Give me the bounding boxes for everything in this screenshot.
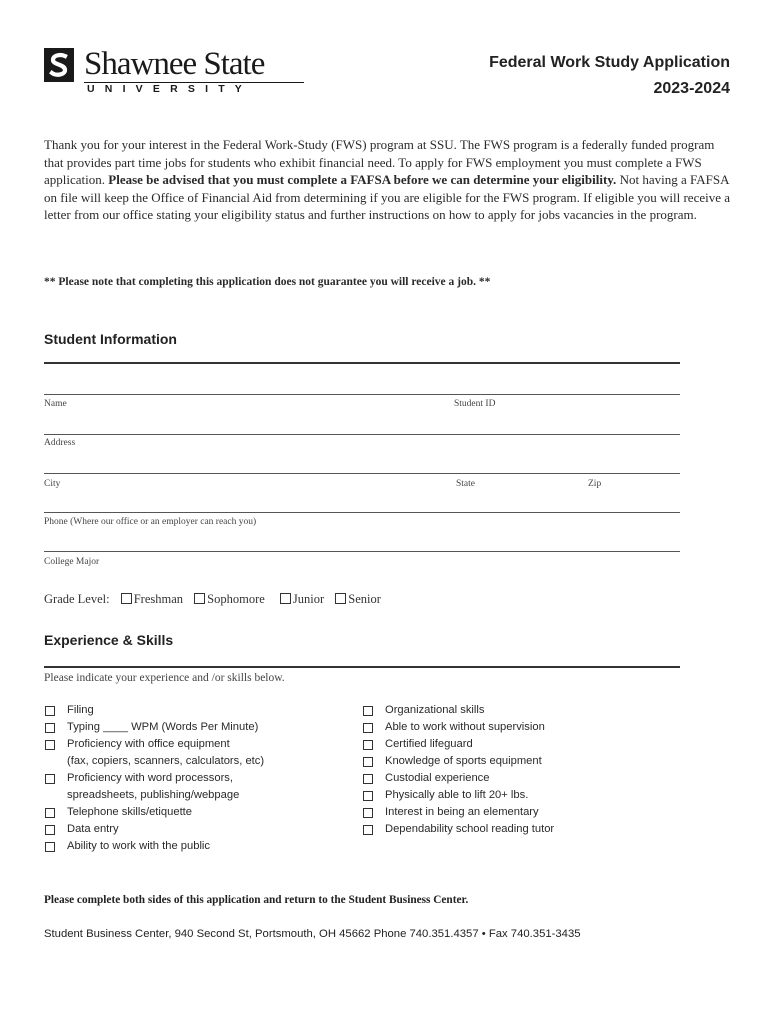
skill-unsupervised[interactable] bbox=[362, 719, 554, 736]
name-field-line[interactable] bbox=[44, 394, 680, 395]
skill-label: Certified lifeguard bbox=[385, 738, 473, 750]
checkbox[interactable] bbox=[45, 740, 55, 750]
senior-checkbox[interactable] bbox=[335, 593, 346, 604]
checkbox[interactable] bbox=[363, 825, 373, 835]
job-guarantee-note: ** Please note that completing this application does not guarantee you will receive a job. ** bbox=[44, 276, 491, 288]
skill-label: Filing bbox=[67, 704, 94, 716]
freshman-checkbox[interactable] bbox=[121, 593, 132, 604]
name-label: Name bbox=[44, 399, 67, 409]
sophomore-checkbox[interactable] bbox=[194, 593, 205, 604]
skill-elementary[interactable] bbox=[362, 804, 554, 821]
checkbox[interactable] bbox=[45, 723, 55, 733]
senior-label: Senior bbox=[348, 592, 381, 606]
skill-telephone[interactable] bbox=[44, 804, 264, 821]
skill-reading-tutor[interactable] bbox=[362, 821, 554, 838]
intro-bold-text: Please be advised that you must complete a FAFSA before we can determine your eligibility. bbox=[108, 172, 617, 187]
form-title bbox=[489, 50, 730, 102]
checkbox[interactable] bbox=[45, 706, 55, 716]
major-label: College Major bbox=[44, 557, 100, 567]
major-field-line[interactable] bbox=[44, 551, 680, 552]
ssu-mark-icon bbox=[44, 48, 74, 82]
checkbox[interactable] bbox=[363, 774, 373, 784]
student-info-heading: Student Information bbox=[44, 331, 177, 347]
junior-label: Junior bbox=[292, 592, 325, 606]
junior-checkbox[interactable] bbox=[280, 593, 291, 604]
student-info-rule bbox=[44, 362, 680, 364]
address-field-line[interactable] bbox=[44, 434, 680, 435]
experience-rule bbox=[44, 666, 680, 668]
skill-label: Knowledge of sports equipment bbox=[385, 755, 542, 767]
state-label: State bbox=[456, 479, 475, 489]
skill-label: Dependability school reading tutor bbox=[385, 823, 555, 835]
grade-level-row bbox=[44, 592, 383, 607]
skill-label: Proficiency with office equipment bbox=[67, 738, 230, 750]
return-instructions: Please complete both sides of this application and return to the Student Business Center. bbox=[44, 894, 469, 906]
skill-office-equipment-detail bbox=[44, 753, 264, 770]
logo-name: Shawnee State bbox=[84, 46, 265, 82]
skill-label: Proficiency with word processors, bbox=[67, 772, 234, 784]
skill-word-processors[interactable] bbox=[44, 770, 264, 787]
skill-label-cont: spreadsheets, publishing/webpage bbox=[67, 789, 240, 801]
intro-paragraph bbox=[44, 136, 734, 224]
student-id-label: Student ID bbox=[454, 399, 496, 409]
skill-filing[interactable] bbox=[44, 702, 264, 719]
sophomore-label: Sophomore bbox=[207, 592, 265, 606]
checkbox[interactable] bbox=[45, 825, 55, 835]
skill-word-processors-detail bbox=[44, 787, 264, 804]
address-label: Address bbox=[44, 438, 76, 448]
grade-level-label: Grade Level: bbox=[44, 592, 110, 606]
skill-label: Data entry bbox=[67, 823, 119, 835]
checkbox[interactable] bbox=[363, 706, 373, 716]
skill-label: Organizational skills bbox=[385, 704, 485, 716]
intro-text-2: Not having a FAFSA on file will keep the Office of Financial Aid from determining if you are eligible for the FWS program. If eligible you will receive a letter from our office stating your eligibility status and further instructions on how to apply for jobs vacancies in the program. bbox=[44, 172, 731, 222]
skill-label: Ability to work with the public bbox=[67, 840, 211, 852]
skill-organizational[interactable] bbox=[362, 702, 554, 719]
experience-instructions: Please indicate your experience and /or skills below. bbox=[44, 672, 285, 684]
office-contact: Student Business Center, 940 Second St, Portsmouth, OH 45662 Phone 740.351.4357 • Fax 740.351-3435 bbox=[44, 928, 581, 940]
phone-label: Phone (Where our office or an employer can reach you) bbox=[44, 517, 257, 527]
skills-right-column bbox=[362, 702, 554, 838]
skill-label: Typing ____ WPM (Words Per Minute) bbox=[67, 721, 259, 733]
checkbox[interactable] bbox=[363, 757, 373, 767]
checkbox[interactable] bbox=[363, 740, 373, 750]
skill-sports-equipment[interactable] bbox=[362, 753, 554, 770]
phone-field-line[interactable] bbox=[44, 512, 680, 513]
skill-label: Telephone skills/etiquette bbox=[67, 806, 193, 818]
skills-left-column bbox=[44, 702, 264, 855]
skill-label: Custodial experience bbox=[385, 772, 490, 784]
skill-office-equipment[interactable] bbox=[44, 736, 264, 753]
checkbox[interactable] bbox=[45, 808, 55, 818]
skill-label-cont: (fax, copiers, scanners, calculators, etc) bbox=[67, 755, 265, 767]
skill-label: Able to work without supervision bbox=[385, 721, 545, 733]
experience-heading: Experience & Skills bbox=[44, 632, 174, 648]
city-label: City bbox=[44, 479, 61, 489]
checkbox[interactable] bbox=[363, 808, 373, 818]
checkbox[interactable] bbox=[45, 774, 55, 784]
skill-typing[interactable] bbox=[44, 719, 264, 736]
skill-label: Physically able to lift 20+ lbs. bbox=[385, 789, 529, 801]
checkbox[interactable] bbox=[45, 842, 55, 852]
skill-data-entry[interactable] bbox=[44, 821, 264, 838]
checkbox[interactable] bbox=[363, 723, 373, 733]
skill-custodial[interactable] bbox=[362, 770, 554, 787]
skill-lift[interactable] bbox=[362, 787, 554, 804]
freshman-label: Freshman bbox=[133, 592, 184, 606]
intro-text-1: Thank you for your interest in the Federal Work-Study (FWS) program at SSU. The FWS program is a federally funded program that provides part time jobs for students who exhibit financial need. To apply for FWS employment you must complete a FWS application. bbox=[44, 137, 715, 187]
skill-label: Interest in being an elementary bbox=[385, 806, 539, 818]
university-logo bbox=[44, 44, 276, 96]
skill-lifeguard[interactable] bbox=[362, 736, 554, 753]
city-field-line[interactable] bbox=[44, 473, 680, 474]
zip-label: Zip bbox=[588, 479, 602, 489]
skill-public[interactable] bbox=[44, 838, 264, 855]
form-title-year: 2023-2024 bbox=[653, 80, 730, 97]
form-title-line1: Federal Work Study Application bbox=[489, 54, 730, 71]
checkbox[interactable] bbox=[363, 791, 373, 801]
logo-subtitle: UNIVERSITY bbox=[87, 83, 253, 95]
